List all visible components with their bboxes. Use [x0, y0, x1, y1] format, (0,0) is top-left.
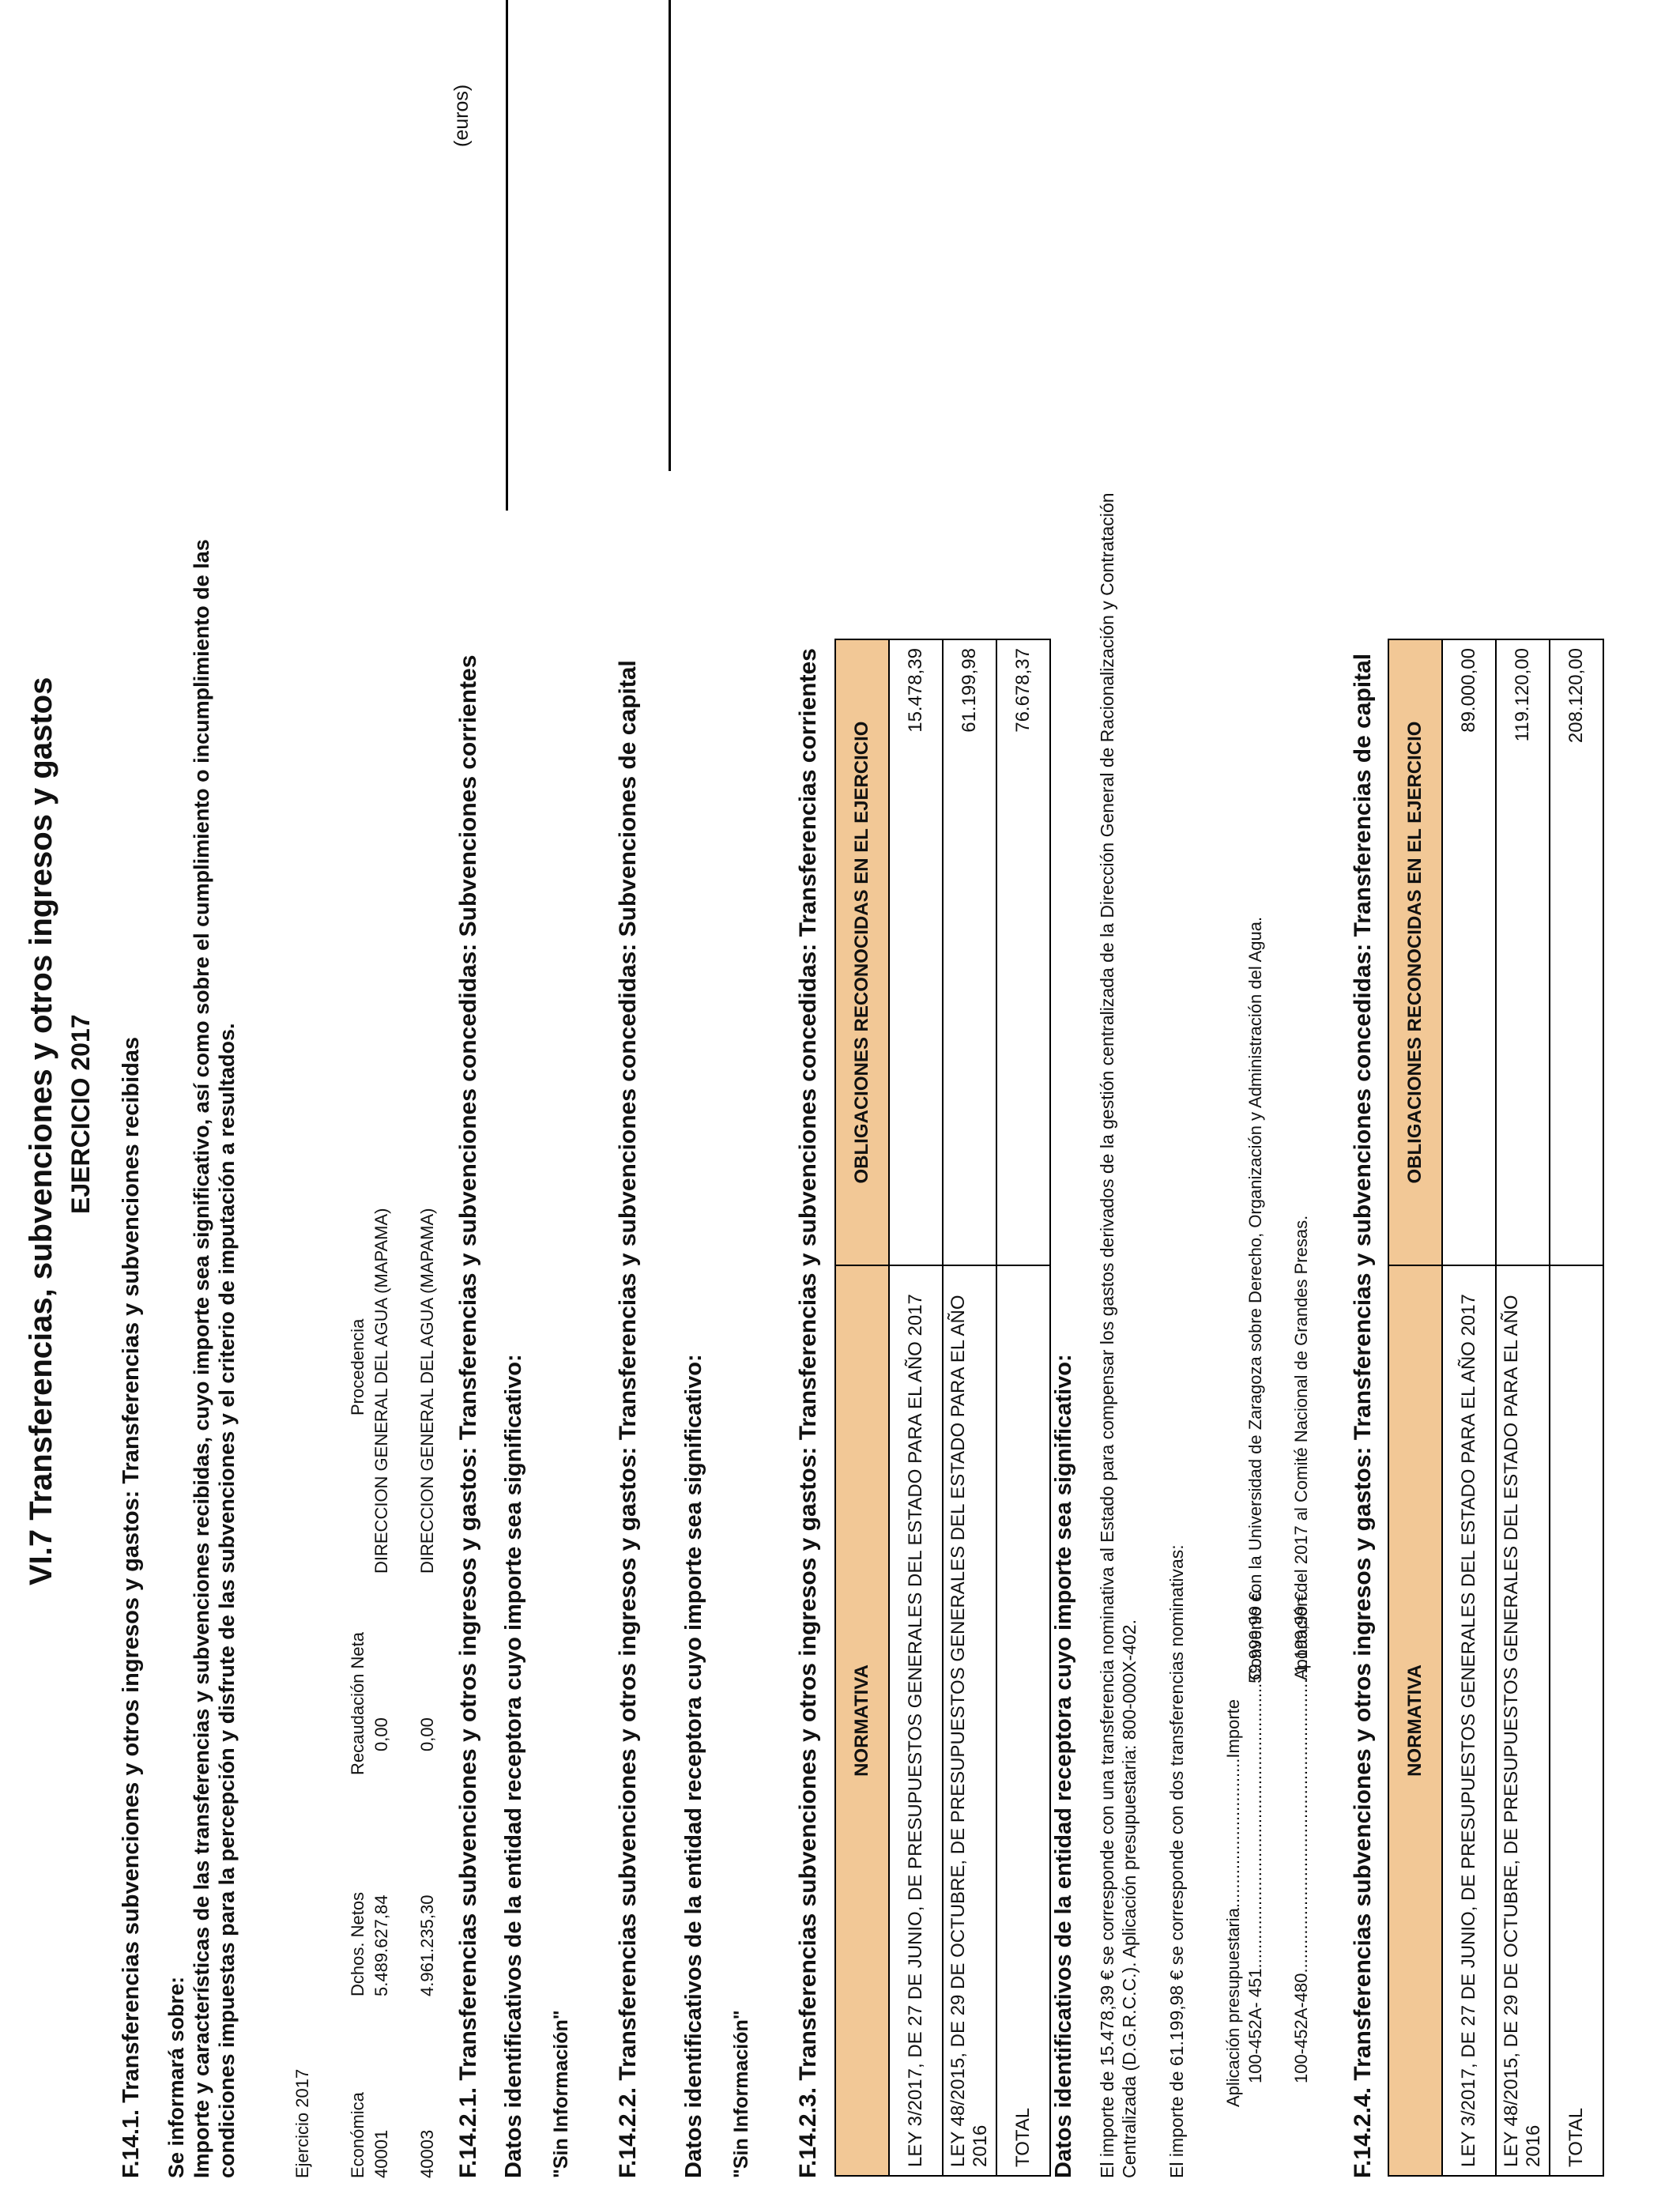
table-header-row — [835, 639, 889, 2176]
f14-2-3-para1-line1: El importe de 15.478,39 € se corresponde con una transferencia nominativa al Estado para compensar los gastos derivados de la gestión centralizada de la Dirección General de Racionalización y Contratación — [1097, 492, 1117, 2178]
f14-2-2-text: "Sin Información" — [730, 2010, 752, 2178]
f14-2-3-heading: F.14.2.3. Transferencias subvenciones y otros ingresos y gastos: Transferencias y subvenciones concedidas: Transferencias corrientes — [795, 648, 821, 2178]
f14-2-3-para2: El importe de 61.199,98 € se corresponde con dos transferencias nominativas: — [1166, 1544, 1187, 2178]
total-value: 76.678,37 — [996, 639, 1050, 1265]
f14-2-4-heading: F.14.2.4. Transferencias subvenciones y otros ingresos y gastos: Transferencias y subvenciones concedidas: Transferencias de capital — [1350, 653, 1376, 2178]
normativa-cell: LEY 48/2015, DE 29 DE OCTUBRE, DE PRESUPUESTOS GENERALES DEL ESTADO PARA EL AÑO 2016 — [1496, 1265, 1550, 2176]
aplicacion-item-1-desc: Convenio con la Universidad de Zaragoza sobre Derecho, Organización y Administración del Agua. — [1245, 916, 1265, 1680]
row2-economica: 40003 — [417, 2129, 437, 2178]
section-rule — [669, 0, 671, 471]
f14-2-1-heading: F.14.2.1. Transferencias subvenciones y otros ingresos y gastos: Transferencias y subvenciones concedidas: Subvenciones corrientes — [455, 654, 481, 2178]
normativa-cell: LEY 3/2017, DE 27 DE JUNIO, DE PRESUPUESTOS GENERALES DEL ESTADO PARA EL AÑO 2017 — [1442, 1265, 1496, 2176]
aplicacion-item-2-desc: Aportación del 2017 al Comité Nacional de Grandes Presas. — [1291, 1215, 1311, 1680]
table-total-row — [996, 639, 1050, 2176]
f14-2-1-subheading: Datos identificativos de la entidad receptora cuyo importe sea significativo: — [501, 1354, 526, 2178]
col-procedencia: Procedencia — [348, 1318, 367, 1416]
total-label: TOTAL — [996, 1265, 1050, 2176]
aplicacion-item-1: 100-452A- 451...........................................................59.999,99 € — [1245, 1591, 1265, 2083]
importe-cell: 15.478,39 — [889, 639, 943, 1265]
f14-1-note-line1: Importe y características de las transferencias y subvenciones recibidas, cuyo importe sea significativo, así como sobre el cumplimiento o incumplimiento de las — [190, 539, 213, 2178]
normativa-cell: LEY 3/2017, DE 27 DE JUNIO, DE PRESUPUESTOS GENERALES DEL ESTADO PARA EL AÑO 2017 — [889, 1265, 943, 2176]
f14-2-2-heading: F.14.2.2. Transferencias subvenciones y otros ingresos y gastos: Transferencias y subvenciones concedidas: Subvenciones de capital — [615, 660, 641, 2178]
row1-dchos: 5.489.627,84 — [371, 1894, 391, 1996]
year-label: Ejercicio 2017 — [292, 2068, 312, 2178]
aplicacion-item-2: 100-452A-480..............................................................1.199,99 € — [1291, 1591, 1311, 2083]
exercise-title: EJERCICIO 2017 — [66, 1014, 95, 1214]
f14-2-1-text: "Sin Información" — [550, 2010, 572, 2178]
importe-cell: 61.199,98 — [943, 639, 996, 1265]
table-total-row — [1550, 639, 1603, 2176]
col-economica: Económica — [348, 2092, 367, 2178]
transferencias-corrientes-table — [834, 639, 1051, 2177]
f14-1-heading: F.14.1. Transferencias subvenciones y otros ingresos y gastos: Transferencias y subvenciones recibidas — [119, 1036, 144, 2178]
page-title: VI.7 Transferencias, subvenciones y otros ingresos y gastos — [24, 677, 58, 1585]
table-row — [1442, 639, 1496, 2176]
importe-cell: 119.120,00 — [1496, 639, 1550, 1265]
col-recaudacion: Recaudación Neta — [348, 1631, 367, 1775]
f14-1-note-line2: condiciones impuestas para la percepción y disfrute de las subvenciones y el criterio de imputación a resultados. — [215, 1023, 239, 2178]
f14-2-2-subheading: Datos identificativos de la entidad receptora cuyo importe sea significativo: — [681, 1354, 706, 2178]
obligaciones-header: OBLIGACIONES RECONOCIDAS EN EL EJERCICIO — [1388, 639, 1442, 1265]
row2-recaudacion: 0,00 — [417, 1717, 437, 1751]
table-row — [889, 639, 943, 2176]
table-row — [943, 639, 996, 2176]
table-row — [1496, 639, 1550, 2176]
section-rule — [506, 0, 508, 511]
aplicacion-header: Aplicación presupuestaria...............................Importe — [1223, 1699, 1243, 2107]
importe-cell: 89.000,00 — [1442, 639, 1496, 1265]
f14-2-3-subheading: Datos identificativos de la entidad receptora cuyo importe sea significativo: — [1051, 1354, 1076, 2178]
col-dchos-netos: Dchos. Netos — [348, 1891, 367, 1996]
total-label: TOTAL — [1550, 1265, 1603, 2176]
normativa-header: NORMATIVA — [835, 1265, 889, 2176]
table-header-row — [1388, 639, 1442, 2176]
currency-note: (euros) — [450, 84, 473, 147]
f14-2-3-para1-line2: Centralizada (D.G.R.C.C.). Aplicación presupuestaria: 800-000X-402. — [1119, 1619, 1139, 2178]
row2-procedencia: DIRECCION GENERAL DEL AGUA (MAPAMA) — [417, 1208, 437, 1574]
row1-recaudacion: 0,00 — [371, 1717, 391, 1751]
normativa-header: NORMATIVA — [1388, 1265, 1442, 2176]
obligaciones-header: OBLIGACIONES RECONOCIDAS EN EL EJERCICIO — [835, 639, 889, 1265]
total-value: 208.120,00 — [1550, 639, 1603, 1265]
f14-1-note-label: Se informará sobre: — [164, 1976, 188, 2178]
row2-dchos: 4.961.235,30 — [417, 1894, 437, 1996]
row1-procedencia: DIRECCION GENERAL DEL AGUA (MAPAMA) — [371, 1208, 391, 1574]
transferencias-capital-table — [1388, 639, 1604, 2177]
row1-economica: 40001 — [371, 2129, 391, 2178]
normativa-cell: LEY 48/2015, DE 29 DE OCTUBRE, DE PRESUPUESTOS GENERALES DEL ESTADO PARA EL AÑO 2016 — [943, 1265, 996, 2176]
